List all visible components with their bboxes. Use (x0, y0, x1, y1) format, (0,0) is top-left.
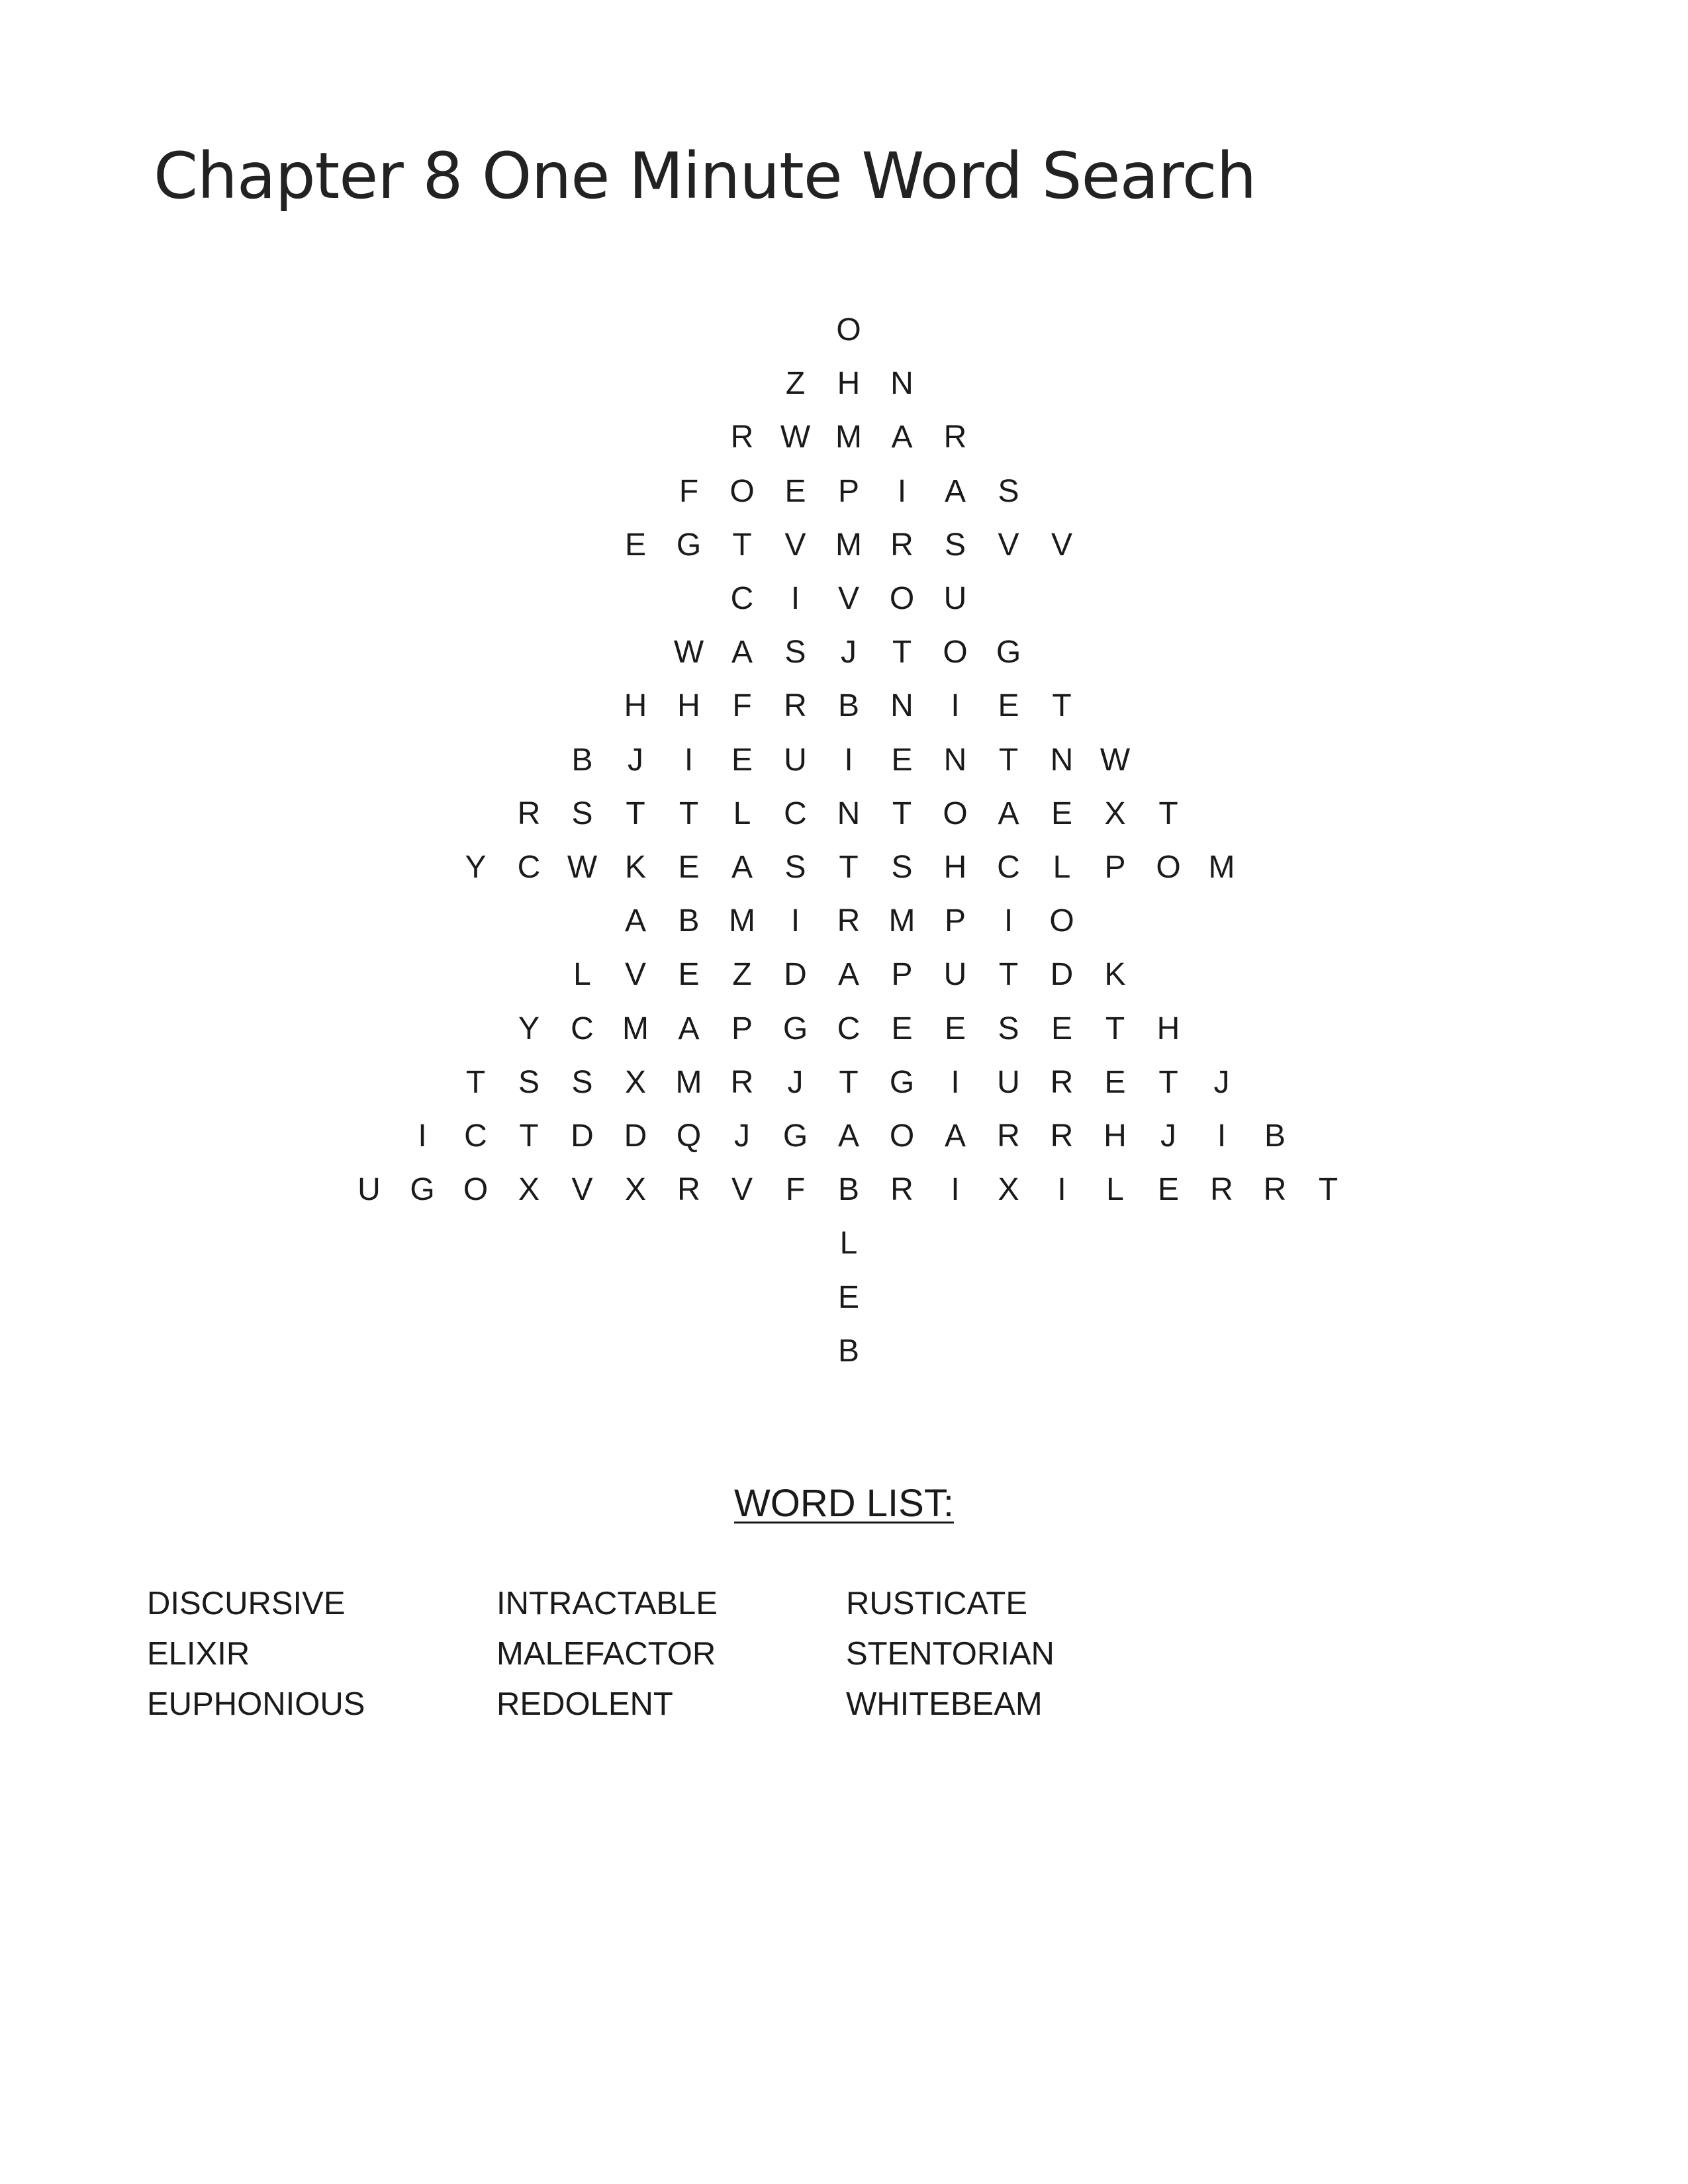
puzzle-letter: E (1157, 1172, 1179, 1208)
puzzle-letter: R (1050, 1118, 1074, 1154)
puzzle-letter: A (678, 1011, 700, 1046)
puzzle-letter: P (891, 957, 913, 993)
puzzle-letter: X (1104, 796, 1126, 831)
puzzle-letter: H (1103, 1118, 1127, 1154)
word-list-heading-text: WORD LIST: (734, 1482, 954, 1525)
puzzle-letter: A (731, 635, 753, 670)
word-list (0, 1578, 1688, 1737)
puzzle-letter: N (1050, 742, 1074, 778)
word-list-item: INTRACTABLE (496, 1586, 718, 1621)
puzzle-letter: N (890, 688, 914, 724)
puzzle-letter: T (1158, 796, 1178, 831)
puzzle-letter: S (571, 1064, 593, 1100)
puzzle-letter: E (731, 742, 753, 778)
puzzle-letter: V (571, 1172, 593, 1208)
puzzle-letter: O (463, 1172, 489, 1208)
puzzle-letter: Y (465, 850, 487, 885)
puzzle-letter: A (998, 796, 1019, 831)
puzzle-letter: E (1051, 796, 1072, 831)
word-list-column-3 (846, 1578, 1055, 1729)
puzzle-letter: V (837, 581, 859, 616)
puzzle-letter: F (732, 688, 752, 724)
puzzle-letter: M (888, 903, 915, 939)
puzzle-letter: X (624, 1172, 646, 1208)
puzzle-letter: F (679, 473, 699, 509)
puzzle-letter: Y (518, 1011, 539, 1046)
puzzle-letter: A (837, 957, 859, 993)
puzzle-letter: X (624, 1064, 646, 1100)
puzzle-letter: R (1263, 1172, 1287, 1208)
puzzle-letter: S (784, 850, 806, 885)
puzzle-letter: M (729, 903, 755, 939)
puzzle-letter: H (837, 366, 861, 402)
puzzle-letter: A (624, 903, 646, 939)
word-list-column-2 (496, 1578, 718, 1729)
puzzle-letter: F (785, 1172, 806, 1208)
puzzle-letter: S (891, 850, 913, 885)
puzzle-letter: X (518, 1172, 539, 1208)
puzzle-letter: O (943, 635, 968, 670)
puzzle-letter: B (571, 742, 593, 778)
puzzle-letter: H (943, 850, 967, 885)
puzzle-letter: B (837, 688, 859, 724)
puzzle-letter: O (1049, 903, 1074, 939)
puzzle-letter: E (678, 850, 700, 885)
puzzle-letter: L (839, 1226, 858, 1261)
puzzle-letter: R (1050, 1064, 1074, 1100)
puzzle-letter: G (676, 527, 702, 563)
puzzle-letter: T (679, 796, 699, 831)
puzzle-letter: V (624, 957, 646, 993)
puzzle-letter: O (729, 473, 755, 509)
puzzle-letter: B (1264, 1118, 1286, 1154)
puzzle-letter: T (519, 1118, 539, 1154)
puzzle-letter: G (782, 1118, 808, 1154)
puzzle-letter: M (622, 1011, 649, 1046)
puzzle-letter: R (890, 1172, 914, 1208)
puzzle-letter: D (571, 1118, 594, 1154)
puzzle-letter: R (837, 903, 861, 939)
puzzle-letter: G (996, 635, 1021, 670)
puzzle-letter: S (784, 635, 806, 670)
puzzle-letter: H (1156, 1011, 1180, 1046)
puzzle-letter: M (1208, 850, 1235, 885)
puzzle-letter: E (837, 1279, 859, 1315)
puzzle-letter: I (790, 581, 800, 616)
puzzle-letter: C (517, 850, 541, 885)
puzzle-letter: A (891, 420, 913, 455)
puzzle-letter: T (892, 635, 912, 670)
puzzle-letter: R (1210, 1172, 1233, 1208)
puzzle-letter: C (464, 1118, 487, 1154)
puzzle-letter: G (410, 1172, 435, 1208)
puzzle-letter: T (892, 796, 912, 831)
puzzle-letter: S (518, 1064, 539, 1100)
puzzle-letter: U (997, 1064, 1020, 1100)
puzzle-letter: A (944, 473, 966, 509)
puzzle-letter: D (1050, 957, 1074, 993)
puzzle-letter: M (675, 1064, 702, 1100)
puzzle-letter: T (839, 850, 859, 885)
word-list-item: STENTORIAN (846, 1636, 1055, 1672)
puzzle-letter: I (684, 742, 694, 778)
puzzle-letter: O (889, 581, 915, 616)
puzzle-letter: L (733, 796, 751, 831)
word-list-item: REDOLENT (496, 1686, 673, 1722)
puzzle-letter: B (837, 1333, 859, 1369)
puzzle-letter: N (837, 796, 861, 831)
puzzle-letter: T (732, 527, 752, 563)
puzzle-letter: W (1100, 742, 1131, 778)
puzzle-letter: O (1156, 850, 1181, 885)
puzzle-letter: T (626, 796, 645, 831)
puzzle-letter: H (677, 688, 700, 724)
puzzle-letter: I (951, 1172, 960, 1208)
puzzle-letter: E (784, 473, 806, 509)
puzzle-letter: J (628, 742, 643, 778)
puzzle-letter: U (943, 581, 967, 616)
puzzle-letter: V (998, 527, 1019, 563)
puzzle-letter: U (784, 742, 807, 778)
puzzle-letter: V (1051, 527, 1072, 563)
puzzle-letter: T (998, 742, 1019, 778)
puzzle-letter: J (1160, 1118, 1176, 1154)
puzzle-letter: P (1104, 850, 1126, 885)
puzzle-letter: I (418, 1118, 427, 1154)
puzzle-letter: I (951, 1064, 960, 1100)
puzzle-letter: L (1053, 850, 1071, 885)
word-list-heading (0, 1481, 1688, 1525)
puzzle-letter: S (944, 527, 966, 563)
puzzle-letter: U (357, 1172, 381, 1208)
puzzle-letter: P (837, 473, 859, 509)
puzzle-letter: U (943, 957, 967, 993)
puzzle-letter: I (951, 688, 960, 724)
puzzle-letter: I (1057, 1172, 1066, 1208)
puzzle-letter: R (730, 1064, 754, 1100)
puzzle-letter: R (730, 420, 754, 455)
puzzle-letter: X (998, 1172, 1019, 1208)
puzzle-letter: T (1105, 1011, 1125, 1046)
puzzle-letter: E (998, 688, 1019, 724)
puzzle-letter: P (944, 903, 966, 939)
puzzle-letter: C (784, 796, 807, 831)
puzzle-letter: I (897, 473, 907, 509)
puzzle-letter: T (465, 1064, 486, 1100)
puzzle-letter: H (624, 688, 647, 724)
puzzle-letter: E (1051, 1011, 1072, 1046)
puzzle-letter: R (784, 688, 807, 724)
puzzle-letter: T (998, 957, 1019, 993)
puzzle-letter: A (731, 850, 753, 885)
puzzle-letter: W (567, 850, 598, 885)
puzzle-letter: L (573, 957, 591, 993)
puzzle-letter: S (998, 473, 1019, 509)
puzzle-letter: B (837, 1172, 859, 1208)
puzzle-letter: K (624, 850, 646, 885)
puzzle-letter: E (624, 527, 646, 563)
puzzle-letter: R (517, 796, 541, 831)
puzzle-letter: I (790, 903, 800, 939)
word-list-column-1 (147, 1578, 365, 1729)
puzzle-letter: D (624, 1118, 647, 1154)
puzzle-letter: J (734, 1118, 750, 1154)
page-title: Chapter 8 One Minute Word Search (154, 139, 1256, 213)
puzzle-letter: O (889, 1118, 915, 1154)
puzzle-letter: S (998, 1011, 1019, 1046)
puzzle-letter: A (944, 1118, 966, 1154)
puzzle-letter: T (839, 1064, 859, 1100)
word-list-item: MALEFACTOR (496, 1636, 716, 1672)
puzzle-letter: M (835, 420, 862, 455)
word-list-item: WHITEBEAM (846, 1686, 1043, 1722)
puzzle-letter: C (571, 1011, 594, 1046)
puzzle-letter: K (1104, 957, 1126, 993)
puzzle-letter: E (891, 742, 913, 778)
word-list-item: RUSTICATE (846, 1586, 1028, 1621)
puzzle-letter: M (835, 527, 862, 563)
puzzle-letter: I (1004, 903, 1013, 939)
puzzle-letter: N (943, 742, 967, 778)
word-list-item: EUPHONIOUS (147, 1686, 365, 1722)
puzzle-letter: N (890, 366, 914, 402)
puzzle-letter: R (677, 1172, 700, 1208)
puzzle-letter: O (943, 796, 968, 831)
puzzle-letter: O (836, 312, 861, 347)
puzzle-letter: E (944, 1011, 966, 1046)
puzzle-letter: E (1104, 1064, 1126, 1100)
puzzle-letter: R (997, 1118, 1020, 1154)
puzzle-letter: Q (676, 1118, 702, 1154)
puzzle-letter: B (678, 903, 700, 939)
puzzle-letter: G (889, 1064, 915, 1100)
puzzle-letter: G (782, 1011, 808, 1046)
word-list-item: DISCURSIVE (147, 1586, 346, 1621)
puzzle-letter: C (997, 850, 1020, 885)
puzzle-letter: T (1158, 1064, 1178, 1100)
puzzle-letter: D (784, 957, 807, 993)
puzzle-letter: Z (785, 366, 806, 402)
puzzle-letter: V (731, 1172, 753, 1208)
puzzle-letter: J (1213, 1064, 1230, 1100)
puzzle-letter: R (890, 527, 914, 563)
puzzle-letter: J (841, 635, 857, 670)
puzzle-letter: T (1052, 688, 1072, 724)
puzzle-letter: S (571, 796, 593, 831)
puzzle-letter: C (730, 581, 754, 616)
puzzle-letter: W (673, 635, 704, 670)
puzzle-letter: R (943, 420, 967, 455)
puzzle-letter: I (1217, 1118, 1227, 1154)
puzzle-letter: A (837, 1118, 859, 1154)
puzzle-letter: E (891, 1011, 913, 1046)
puzzle-letter: Z (732, 957, 752, 993)
puzzle-letter: P (731, 1011, 753, 1046)
puzzle-letter: C (837, 1011, 861, 1046)
puzzle-letter: E (678, 957, 700, 993)
puzzle-letter: W (780, 420, 811, 455)
puzzle-letter: J (787, 1064, 804, 1100)
puzzle-letter: T (1318, 1172, 1338, 1208)
puzzle-letter: L (1106, 1172, 1124, 1208)
puzzle-letter: I (844, 742, 853, 778)
puzzle-letter: V (784, 527, 806, 563)
word-list-item: ELIXIR (147, 1636, 250, 1672)
